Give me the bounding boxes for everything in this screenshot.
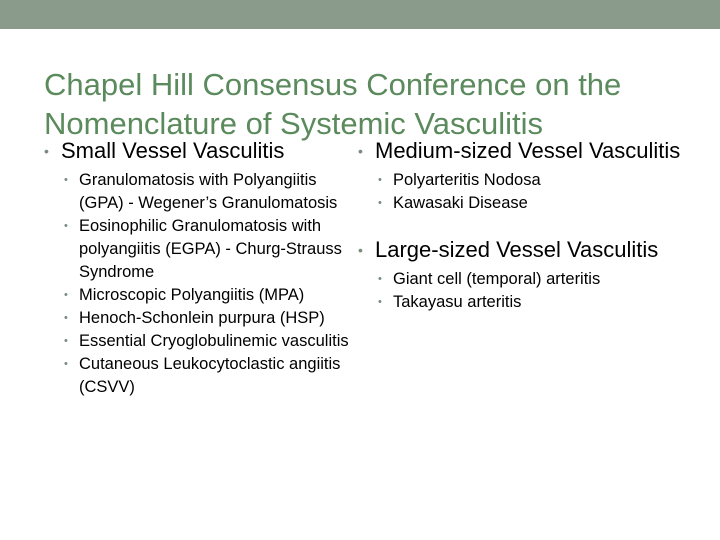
- bullet-icon: •: [64, 174, 68, 186]
- small-vessel-group: [44, 138, 354, 399]
- list-item-text: Eosinophilic Granulomatosis with polyangiitis (EGPA) - Churg-Strauss Syndrome: [79, 217, 342, 281]
- heading-text: Large-sized Vessel Vasculitis: [375, 237, 659, 262]
- top-accent-bar: [0, 0, 720, 29]
- bullet-icon: •: [358, 143, 363, 159]
- list-item-text: Kawasaki Disease: [393, 194, 528, 212]
- list-item-text: Henoch-Schonlein purpura (HSP): [79, 309, 325, 327]
- list-item: [358, 268, 698, 291]
- list-item: [44, 353, 354, 399]
- bullet-icon: •: [378, 296, 382, 308]
- large-vessel-group: [358, 237, 698, 314]
- list-item-text: Takayasu arteritis: [393, 293, 522, 311]
- list-item-text: Cutaneous Leukocytoclastic angiitis (CSVV): [79, 355, 341, 396]
- list-item-text: Giant cell (temporal) arteritis: [393, 270, 601, 288]
- bullet-icon: •: [64, 220, 68, 232]
- bullet-icon: •: [358, 242, 363, 258]
- list-item: [44, 284, 354, 307]
- list-item-text: Essential Cryoglobulinemic vasculitis: [79, 332, 349, 350]
- small-vessel-list: [44, 169, 354, 399]
- bullet-icon: •: [64, 289, 68, 301]
- bullet-icon: •: [378, 174, 382, 186]
- small-vessel-heading: [44, 138, 354, 164]
- bullet-icon: •: [64, 312, 68, 324]
- list-item: [44, 215, 354, 284]
- list-item: [358, 291, 698, 314]
- list-item-text: Granulomatosis with Polyangiitis (GPA) - Wegener’s Granulomatosis: [79, 171, 338, 212]
- bullet-icon: •: [64, 358, 68, 370]
- heading-text: Medium-sized Vessel Vasculitis: [375, 138, 681, 163]
- bullet-icon: •: [64, 335, 68, 347]
- left-column: [44, 138, 354, 399]
- medium-vessel-list: [358, 169, 698, 215]
- medium-vessel-group: [358, 138, 698, 215]
- list-item-text: Polyarteritis Nodosa: [393, 171, 541, 189]
- list-item: [44, 307, 354, 330]
- slide-title: Chapel Hill Consensus Conference on the Nomenclature of Systemic Vasculitis: [44, 66, 622, 141]
- list-item: [44, 169, 354, 215]
- heading-text: Small Vessel Vasculitis: [61, 138, 285, 163]
- large-vessel-list: [358, 268, 698, 314]
- right-column: [358, 138, 698, 314]
- list-item: [44, 330, 354, 353]
- bullet-icon: •: [378, 273, 382, 285]
- medium-vessel-heading: [358, 138, 698, 164]
- list-item-text: Microscopic Polyangiitis (MPA): [79, 286, 305, 304]
- large-vessel-heading: [358, 237, 698, 263]
- bullet-icon: •: [44, 143, 49, 159]
- bullet-icon: •: [378, 197, 382, 209]
- list-item: [358, 169, 698, 192]
- list-item: [358, 192, 698, 215]
